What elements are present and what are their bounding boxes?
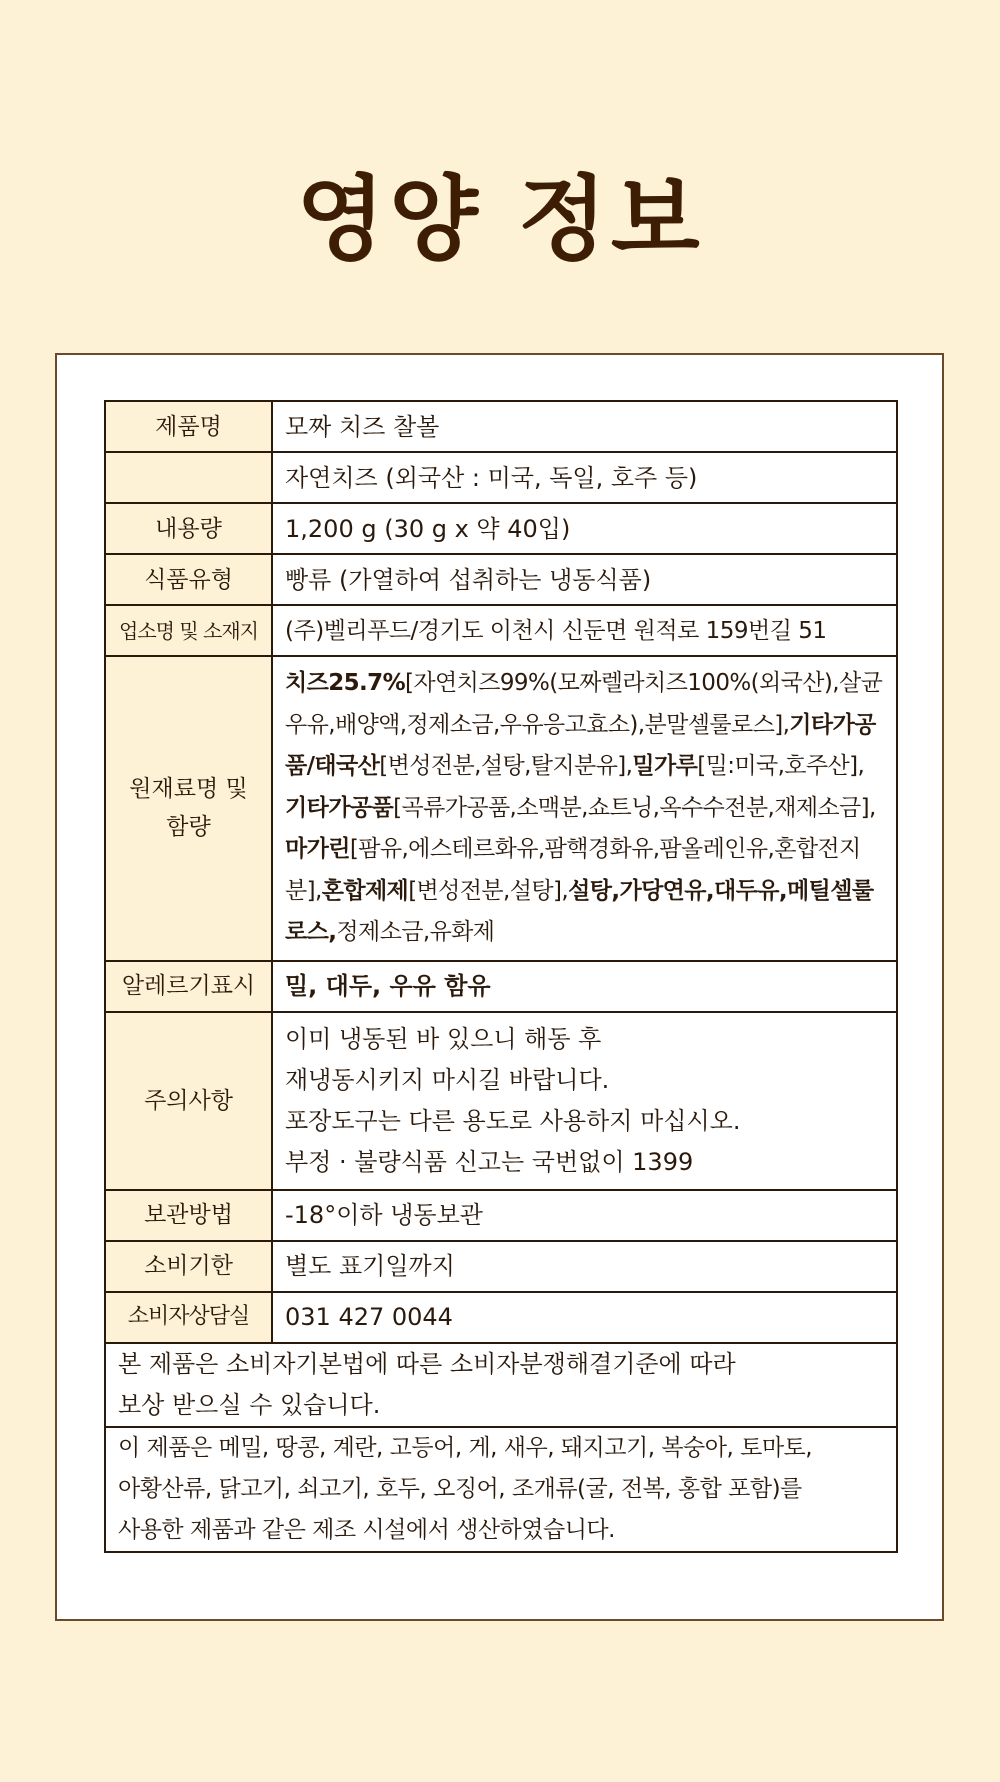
food-type-label: 식품유형	[105, 554, 272, 605]
row-expiry	[105, 1241, 897, 1292]
content-label: 내용량	[105, 503, 272, 554]
ingredient-part: 설탕,가당연유,대두유,메틸셀룰로스,	[285, 877, 874, 945]
allergy-value: 밀, 대두, 우유 함유	[272, 961, 897, 1012]
notice-line: 아황산류, 닭고기, 쇠고기, 호두, 오징어, 조개류(굴, 전복, 홍합 포함)를	[118, 1475, 802, 1502]
ingredient-part: 마가린	[285, 836, 350, 862]
company-label: 업소명 및 소재지	[105, 605, 272, 656]
origin-label	[105, 452, 272, 503]
caution-line: 이미 냉동된 바 있으니 해동 후	[285, 1024, 602, 1053]
row-compensation-notice	[105, 1343, 897, 1427]
origin-value: 자연치즈 (외국산 : 미국, 독일, 호주 등)	[272, 452, 897, 503]
nutrition-info-card	[55, 353, 944, 1621]
allergy-label: 알레르기표시	[105, 961, 272, 1012]
row-content	[105, 503, 897, 554]
ingredient-part: 정제소금,유화제	[336, 919, 495, 945]
ingredient-part: [곡류가공품,소맥분,쇼트닝,옥수수전분,재제소금],	[393, 794, 876, 821]
row-caution	[105, 1012, 897, 1190]
ingredient-part: [밀:미국,호주산],	[697, 753, 865, 779]
product-name-value: 모짜 치즈 찰볼	[272, 401, 897, 452]
storage-value: -18°이하 냉동보관	[272, 1190, 897, 1241]
page-title: 영양 정보	[296, 166, 704, 273]
content-value: 1,200 g (30 g x 약 40입)	[272, 503, 897, 554]
product-name-label: 제품명	[105, 401, 272, 452]
caution-label: 주의사항	[105, 1012, 272, 1190]
row-origin	[105, 452, 897, 503]
product-info-table	[104, 400, 898, 1553]
expiry-value: 별도 표기일까지	[272, 1241, 897, 1292]
consumer-label: 소비자상담실	[105, 1292, 272, 1343]
company-value: (주)벨리푸드/경기도 이천시 신둔면 원적로 159번길 51	[272, 605, 897, 656]
ingredient-part: [팜유,에스테르화유,팜핵경화유,팜올레인유,혼합전지분],	[285, 836, 861, 904]
compensation-notice	[105, 1343, 897, 1427]
row-facility-notice	[105, 1427, 897, 1552]
row-consumer	[105, 1292, 897, 1343]
row-company	[105, 605, 897, 656]
caution-value	[272, 1012, 897, 1190]
ingredient-part: [자연치즈99%(모짜렐라치즈100%(외국산),살균우유,배양액,정제소금,우유응고효소),분말셀룰로스],	[285, 670, 883, 738]
expiry-label: 소비기한	[105, 1241, 272, 1292]
row-storage	[105, 1190, 897, 1241]
row-allergy	[105, 961, 897, 1012]
ingredient-part: [변성전분,설탕],	[408, 877, 569, 904]
ingredient-part: 기타가공품	[285, 794, 394, 821]
consumer-value: 031 427 0044	[272, 1292, 897, 1343]
caution-line: 포장도구는 다른 용도로 사용하지 마십시오.	[285, 1106, 741, 1135]
row-product-name	[105, 401, 897, 452]
storage-label: 보관방법	[105, 1190, 272, 1241]
ingredient-part: [변성전분,설탕,탈지분유],	[379, 753, 633, 779]
ingredient-part: 밀가루	[632, 753, 698, 779]
caution-line: 재냉동시키지 마시길 바랍니다.	[285, 1065, 610, 1094]
food-type-value: 빵류 (가열하여 섭취하는 냉동식품)	[272, 554, 897, 605]
ingredients-label: 원재료명 및 함량	[105, 656, 272, 961]
ingredients-value	[272, 656, 897, 961]
notice-line: 사용한 제품과 같은 제조 시설에서 생산하였습니다.	[118, 1516, 615, 1543]
ingredient-part: 혼합제제	[321, 877, 409, 904]
ingredient-part: 기타가공품/태국산	[285, 711, 876, 779]
facility-notice	[105, 1427, 897, 1552]
caution-line: 부정 · 불량식품 신고는 국번없이 1399	[285, 1147, 694, 1176]
row-ingredients	[105, 656, 897, 961]
row-food-type	[105, 554, 897, 605]
notice-line: 이 제품은 메밀, 땅콩, 계란, 고등어, 게, 새우, 돼지고기, 복숭아, 토마토,	[118, 1434, 813, 1461]
notice-line: 본 제품은 소비자기본법에 따른 소비자분쟁해결기준에 따라	[118, 1349, 736, 1378]
notice-line: 보상 받으실 수 있습니다.	[118, 1390, 381, 1419]
ingredient-part: 치즈25.7%	[285, 670, 406, 696]
